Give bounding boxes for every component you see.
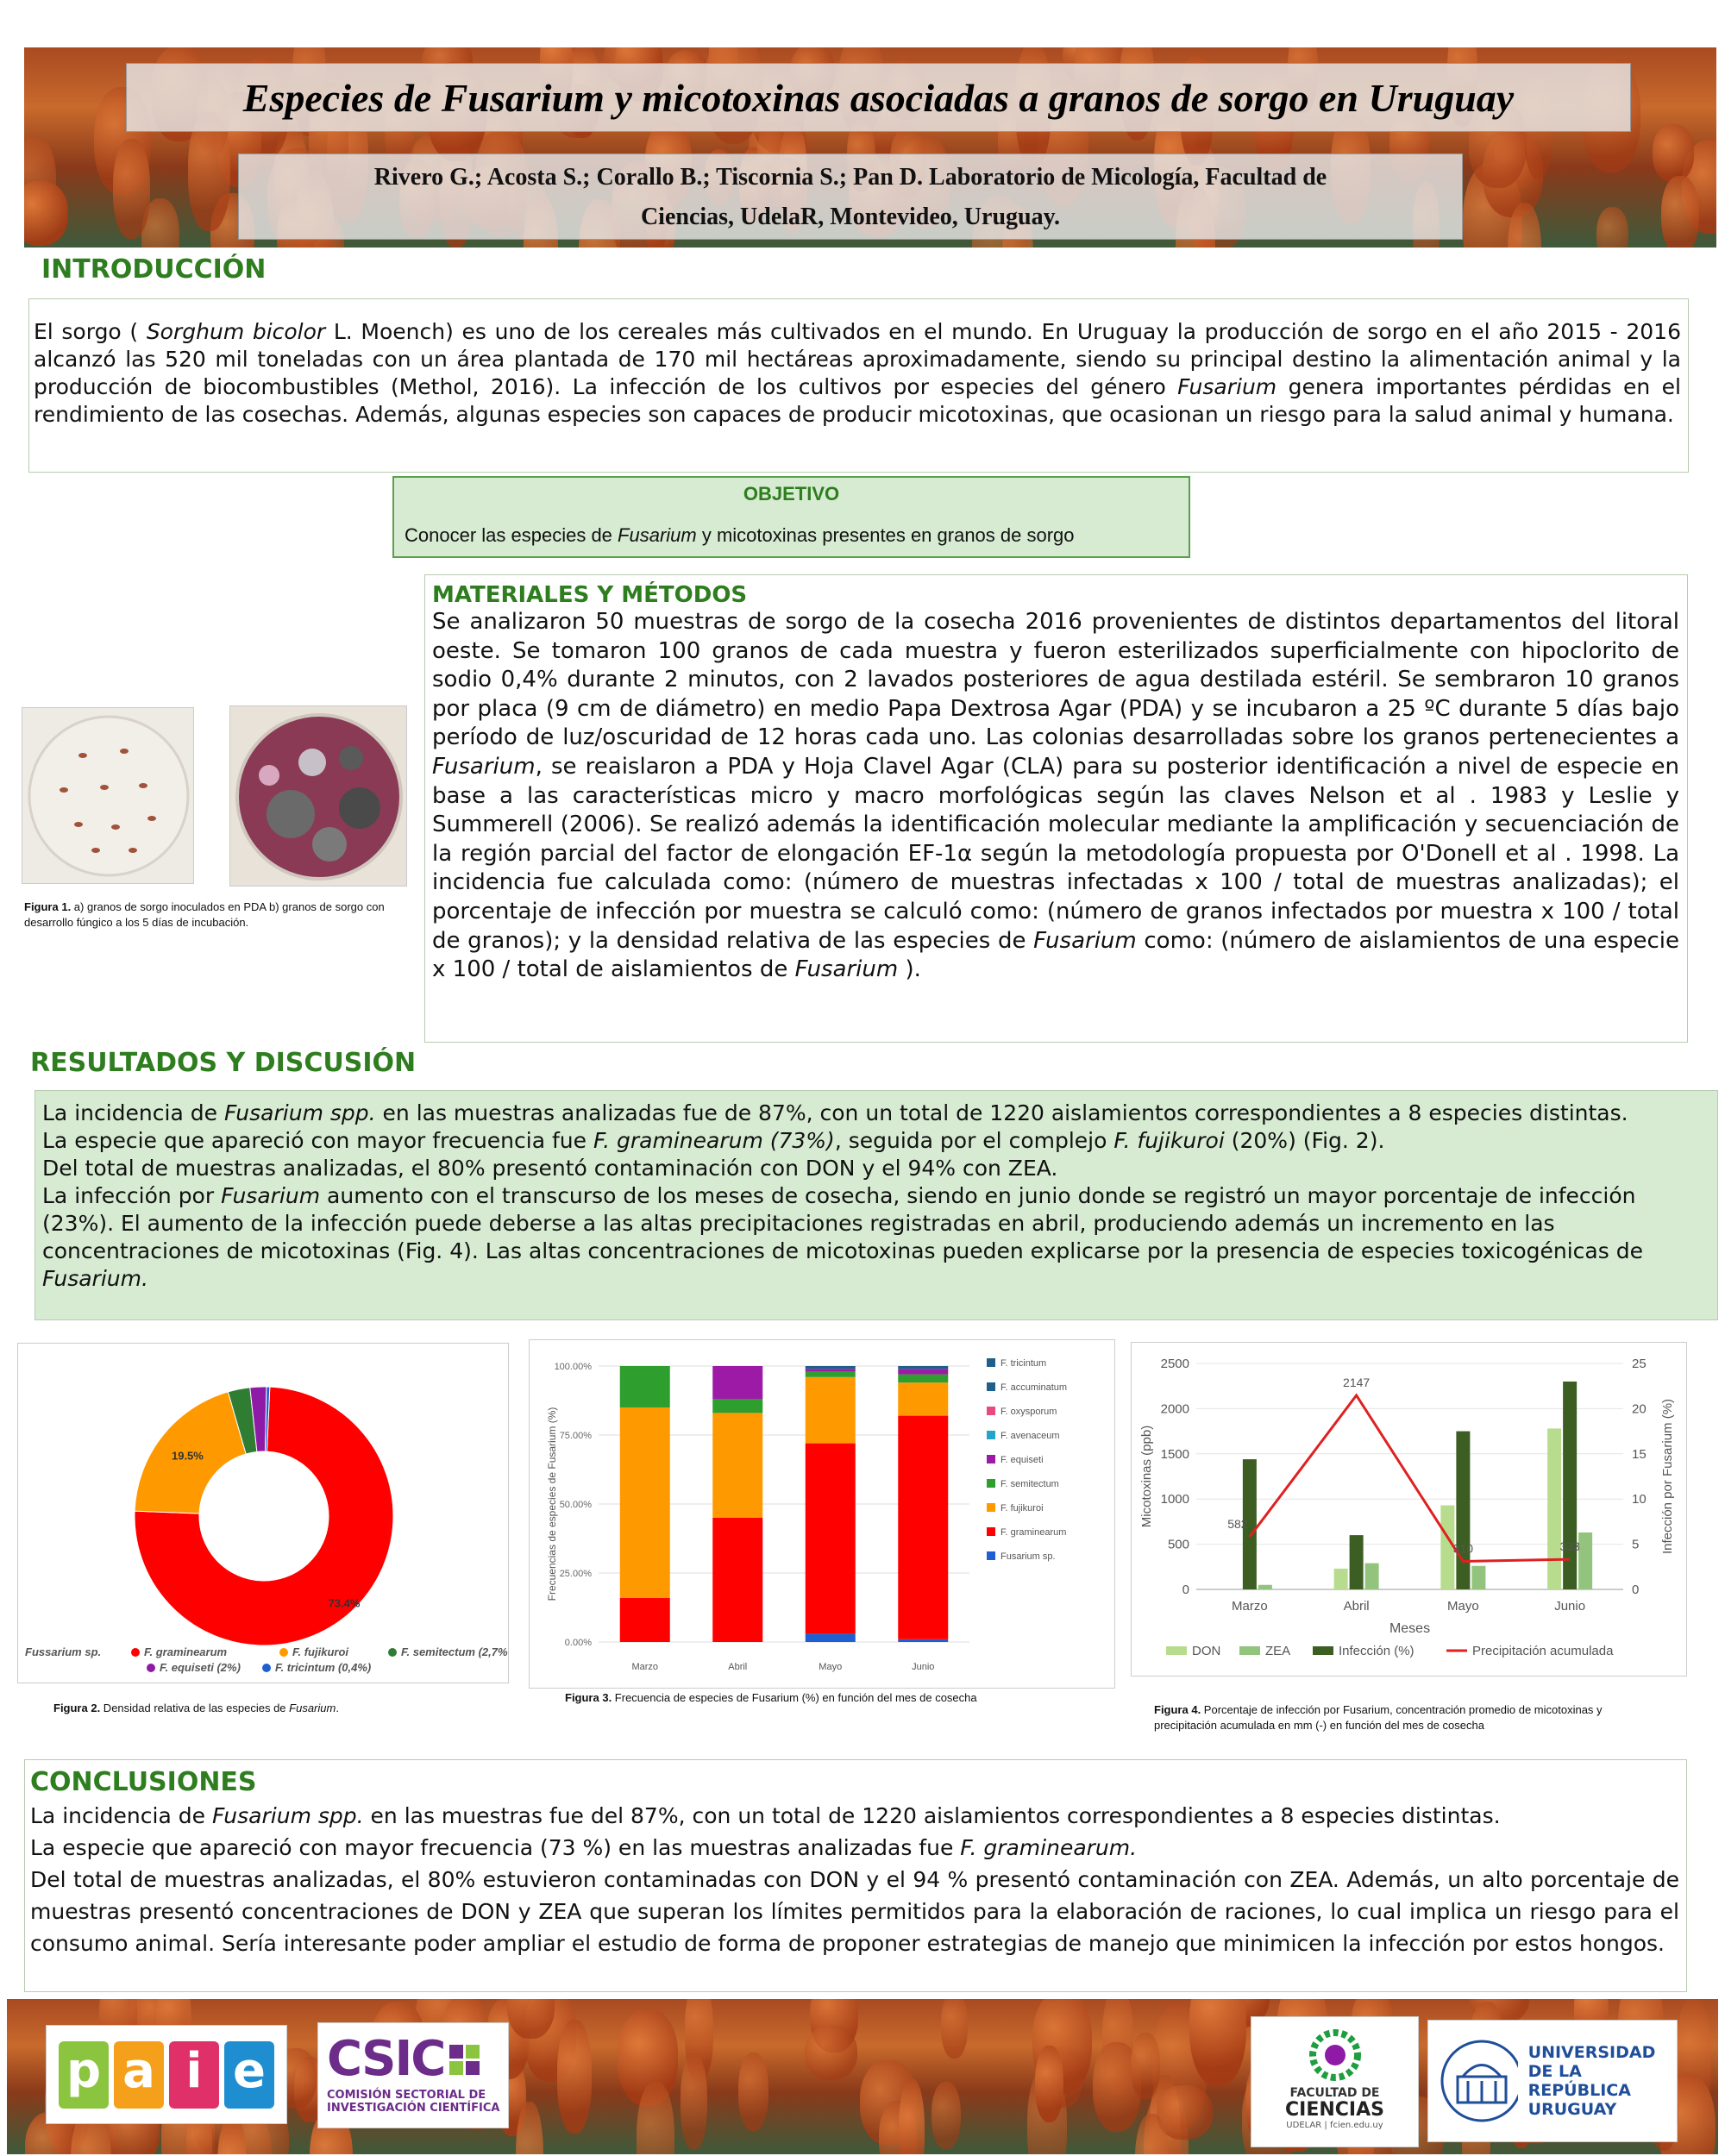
legend-label-0: F. tricintum [1000, 1358, 1047, 1369]
legend-dot-4 [147, 1664, 155, 1672]
results-line-2: La especie que apareció con mayor frecuencia fue F. graminearum (73%), seguida por el complejo F. fujikuroi (20%) (Fig. 2). [42, 1128, 1385, 1153]
legend-label-3: Precipitación acumulada [1472, 1644, 1614, 1658]
bar-Marzo-1 [620, 1598, 670, 1642]
conclusions-line-3: Del total de muestras analizadas, el 80% estuvieron contaminadas con DON y el 94 % presentó contaminación con ZEA. Además, un alto porcentaje de muestras presentó concentraciones de DON y ZEA que superan los límites permitidos para la elaboración de raciones, lo cual implica un riesgo para el consumo animal. Sería interesante poder ampliar el estudio de forma de proponer estrategias de manejo que minimicen la infección por estos hongos. [30, 1867, 1679, 1956]
bar-zea-0 [1258, 1585, 1272, 1589]
legend-label-5: F. semitectum [1000, 1479, 1059, 1489]
precipitation-line [1250, 1395, 1570, 1562]
data-label-0: 582 [1227, 1517, 1248, 1532]
udelar-logo [1427, 2020, 1678, 2142]
legend-swatch-3 [987, 1431, 995, 1439]
bar-Mayo-4 [806, 1369, 856, 1371]
paie-letter-a: a [114, 2041, 164, 2109]
bar-zea-2 [1471, 1566, 1485, 1589]
bar-Junio-4 [898, 1369, 948, 1374]
csic-subtitle-2: INVESTIGACIÓN CIENTÍFICA [327, 2102, 500, 2115]
legend-label-5: F. tricintum (0,4%) [275, 1661, 372, 1674]
authors-line-2: Ciencias, UdelaR, Montevideo, Uruguay. [640, 204, 1061, 230]
xtick-label-0: Marzo [1232, 1599, 1268, 1614]
legend-swatch-4 [987, 1455, 995, 1463]
methods-box [424, 574, 1688, 1043]
legend-swatch-7 [987, 1527, 995, 1536]
legend-swatch-1 [1239, 1646, 1260, 1655]
udelar-line-1: UNIVERSIDAD [1527, 2043, 1656, 2062]
results-line-3: Del total de muestras analizadas, el 80% presentó contaminación con DON y el 94% con ZEA. [42, 1156, 1058, 1181]
petri-dish-photo-b [229, 705, 407, 887]
data-label-1: 2147 [1343, 1375, 1371, 1389]
y-axis-label-left: Micotoxinas (ppb) [1139, 1425, 1154, 1528]
bar-Mayo-1 [806, 1444, 856, 1634]
bar-Abril-4 [712, 1366, 762, 1399]
ytick-right-4: 20 [1632, 1401, 1647, 1417]
legend-label-7: F. graminearum [1000, 1527, 1067, 1538]
authors-box [238, 154, 1463, 240]
legend-label-6: F. fujikuroi [1000, 1503, 1044, 1514]
bar-Mayo-7 [806, 1366, 856, 1369]
bar-don-1 [1334, 1569, 1348, 1589]
ytick-left-2: 1000 [1160, 1492, 1189, 1507]
fig4-combo-chart [1132, 1343, 1688, 1677]
xtick-label-1: Abril [1343, 1599, 1370, 1614]
bar-Mayo-0 [806, 1633, 856, 1642]
fig3-stacked-bar-chart [530, 1340, 1116, 1689]
bar-zea-1 [1365, 1564, 1379, 1589]
objective-text: Conocer las especies de Fusarium y micotoxinas presentes en granos de sorgo [405, 524, 1075, 546]
bar-Mayo-2 [806, 1377, 856, 1444]
fig2-chart-frame [17, 1343, 509, 1683]
ytick-right-5: 25 [1632, 1357, 1647, 1371]
csic-squares-icon [449, 2045, 480, 2075]
ytick-right-1: 5 [1632, 1537, 1640, 1552]
slice-label-1: 19.5% [171, 1449, 204, 1463]
ytick-left-1: 500 [1167, 1537, 1189, 1552]
bar-Abril-3 [712, 1399, 762, 1413]
bar-infeccion-2 [1456, 1432, 1470, 1589]
bar-Junio-2 [898, 1382, 948, 1415]
data-label-3: 333 [1559, 1539, 1580, 1554]
legend-label-2: F. oxysporum [1000, 1407, 1057, 1417]
legend-dot-3 [388, 1648, 397, 1657]
legend-label-4: F. equiseti [1000, 1455, 1044, 1465]
y-axis-label: Frecuencias de especies de Fusarium (%) [546, 1407, 558, 1601]
paie-letter-i: i [169, 2041, 219, 2109]
ytick-label-0: 0.00% [564, 1638, 592, 1648]
bar-Abril-1 [712, 1518, 762, 1642]
intro-heading: INTRODUCCIÓN [41, 254, 267, 285]
bar-zea-3 [1578, 1532, 1592, 1589]
conclusions-heading: CONCLUSIONES [30, 1767, 257, 1797]
ytick-label-3: 75.00% [559, 1431, 592, 1441]
legend-dot-5 [262, 1664, 271, 1672]
csic-subtitle-1: COMISIÓN SECTORIAL DE [327, 2089, 486, 2102]
xtick-label-2: Mayo [1447, 1599, 1479, 1614]
legend-label-3: F. avenaceum [1000, 1431, 1060, 1441]
bar-Junio-3 [898, 1375, 948, 1383]
legend-swatch-0 [1166, 1646, 1187, 1655]
conclusions-line-2: La especie que apareció con mayor frecuencia (73 %) en las muestras analizadas fue F. graminearum. [30, 1835, 1138, 1860]
ytick-left-5: 2500 [1160, 1357, 1189, 1371]
results-line-1: La incidencia de Fusarium spp. en las muestras analizadas fue de 87%, con un total de 1220 aislamientos correspondientes a 8 especies distintas. [42, 1100, 1628, 1125]
ytick-left-4: 2000 [1160, 1401, 1189, 1417]
fc-line-1: FACULTAD DE [1289, 2086, 1380, 2100]
fig4-caption: Figura 4. Porcentaje de infección por Fusarium, concentración promedio de micotoxinas y precipitación acumulada en mm (-) en función del mes de cosecha [1154, 1703, 1603, 1732]
xtick-label-2: Mayo [819, 1662, 843, 1672]
results-box [34, 1090, 1718, 1320]
objective-heading: OBJETIVO [743, 483, 840, 505]
intro-box [28, 298, 1689, 473]
poster-title: Especies de Fusarium y micotoxinas asociadas a granos de sorgo en Uruguay [242, 76, 1515, 120]
paie-letter-p: p [59, 2041, 109, 2109]
legend-swatch-6 [987, 1503, 995, 1512]
legend-label-8: Fusarium sp. [1000, 1551, 1056, 1562]
bar-Mayo-3 [806, 1371, 856, 1376]
csic-name: CSIC [327, 2031, 445, 2087]
udelar-building-icon [1439, 2038, 1518, 2124]
ytick-right-0: 0 [1632, 1583, 1640, 1597]
bar-Marzo-3 [620, 1366, 670, 1407]
conclusions-line-1: La incidencia de Fusarium spp. en las muestras fue del 87%, con un total de 1220 aislamientos correspondientes a 8 especies distintas. [30, 1803, 1501, 1828]
methods-heading: MATERIALES Y MÉTODOS [432, 582, 748, 608]
legend-dot-1 [131, 1648, 140, 1657]
results-text [42, 1100, 1710, 1293]
data-label-2: 310 [1452, 1541, 1474, 1556]
ytick-label-1: 25.00% [559, 1569, 592, 1579]
bar-Junio-1 [898, 1416, 948, 1639]
legend-label-1: ZEA [1265, 1644, 1291, 1658]
fig3-chart-frame [529, 1339, 1115, 1689]
fig3-caption: Figura 3. Frecuencia de especies de Fusarium (%) en función del mes de cosecha [565, 1691, 977, 1704]
ytick-right-3: 15 [1632, 1446, 1647, 1462]
legend-swatch-2 [987, 1407, 995, 1415]
ciencias-emblem-icon [1301, 2022, 1370, 2083]
xtick-label-0: Marzo [631, 1662, 659, 1672]
bar-Marzo-2 [620, 1407, 670, 1598]
legend-dot-2 [279, 1648, 288, 1657]
xtick-label-3: Junio [1554, 1599, 1586, 1614]
legend-swatch-0 [987, 1358, 995, 1367]
paie-logo [46, 2025, 287, 2124]
fc-line-2: CIENCIAS [1285, 2099, 1384, 2121]
xtick-label-3: Junio [912, 1662, 935, 1672]
ytick-label-2: 50.00% [559, 1500, 592, 1510]
ytick-label-4: 100.00% [554, 1362, 592, 1372]
conclusions-box [24, 1759, 1687, 1992]
ytick-left-3: 1500 [1160, 1446, 1189, 1462]
legend-label-2: F. fujikuroi [292, 1645, 348, 1658]
ytick-left-0: 0 [1182, 1583, 1189, 1597]
results-line-4: La infección por Fusarium aumento con el transcurso de los meses de cosecha, siendo en junio donde se registró un mayor porcentaje de infección (23%). El aumento de la infección puede deberse a las altas precipitaciones registradas en abril, produciendo además un incremento en las concentraciones de micotoxinas (Fig. 4). Las altas concentraciones de micotoxinas pueden explicarse por la presencia de especies toxicogénicas de Fusarium. [42, 1183, 1643, 1291]
paie-letter-e: e [224, 2041, 274, 2109]
udelar-line-2: DE LA REPÚBLICA [1527, 2062, 1631, 2100]
csic-logo [317, 2022, 509, 2128]
fig2-donut-chart [18, 1344, 510, 1684]
petri-dish-a-drawing [22, 708, 195, 885]
header-banner [24, 47, 1716, 248]
bar-Abril-2 [712, 1413, 762, 1518]
slice-label-0: 73.4% [328, 1596, 361, 1610]
legend-swatch-2 [1313, 1646, 1333, 1655]
legend-swatch-1 [987, 1382, 995, 1391]
petri-dish-photo-a [22, 707, 194, 884]
bar-don-3 [1547, 1428, 1561, 1589]
petri-dish-b-drawing [230, 706, 408, 887]
results-heading: RESULTADOS Y DISCUSIÓN [30, 1048, 417, 1078]
methods-text: Se analizaron 50 muestras de sorgo de la cosecha 2016 provenientes de distintos departamentos del litoral oeste. Se tomaron 100 granos de cada muestra y fueron esterilizados superficialmente con hipoclorito de sodio 0,4% durante 2 minutos, con 2 lavados posteriores de agua destilada estéril. Se sembraron 10 granos por placa (9 cm de diámetro) en medio Papa Dextrosa Agar (PDA) y se incubaron a 25 ºC durante 5 días bajo período de luz/oscuridad de 12 horas cada uno. Las colonias desarrolladas sobre los granos pertenecientes a Fusarium, se reaislaron a PDA y Hoja Clavel Agar (CLA) para su posterior identificación a nivel de especie en base a las características micro y macro morfológicas según las claves Nelson et al . 1983 y Leslie y Summerell (2006). Se realizó además la identificación molecular mediante la amplificación y secuenciación de la región parcial del factor de elongación EF-1α según la metodología propuesta por O'Donell et al . 1998. La incidencia fue calculada como: (número de muestras infectadas x 100 / total de muestras analizadas); el porcentaje de infección por muestra se calculó como: (número de granos infectados por muestra x 100 / total de granos); y la densidad relativa de las especies de Fusarium como: (número de aislamientos de una especie x 100 / total de aislamientos de Fusarium ). [432, 609, 1679, 983]
footer-banner [7, 1999, 1718, 2154]
legend-label-2: Infección (%) [1339, 1644, 1414, 1658]
x-axis-label: Meses [1389, 1621, 1431, 1636]
legend-label-0: Fussarium sp. [25, 1645, 102, 1658]
ytick-right-2: 10 [1632, 1492, 1647, 1507]
bar-Junio-7 [898, 1366, 948, 1369]
legend-label-3: F. semitectum (2,7% [401, 1645, 508, 1658]
title-box [126, 63, 1631, 132]
facultad-ciencias-logo [1251, 2016, 1419, 2147]
y-axis-label-right: Infección por Fusarium (%) [1660, 1398, 1675, 1555]
legend-swatch-5 [987, 1479, 995, 1488]
fig4-chart-frame [1131, 1342, 1687, 1677]
intro-text: El sorgo ( Sorghum bicolor L. Moench) es uno de los cereales más cultivados en el mundo. En Uruguay la producción de sorgo en el año 2015 - 2016 alcanzó las 520 mil toneladas con un área plantada de 170 mil hectáreas aproximadamente, siendo su principal destino la alimentación animal y la producción de biocombustibles (Methol, 2016). La infección de los cultivos por especies del género Fusarium genera importantes pérdidas en el rendimiento de las cosechas. Además, algunas especies son capaces de producir micotoxinas, que ocasionan un riesgo para la salud animal y humana. [34, 319, 1681, 427]
legend-label-1: F. graminearum [144, 1645, 228, 1658]
legend-label-1: F. accuminatum [1000, 1382, 1068, 1393]
objective-box [392, 476, 1190, 558]
fig2-caption: Figura 2. Densidad relativa de las especies de Fusarium. [53, 1702, 339, 1714]
fc-line-3: UDELAR | fcien.edu.uy [1286, 2121, 1383, 2130]
legend-label-0: DON [1192, 1644, 1221, 1658]
fig1-caption: Figura 1. a) granos de sorgo inoculados en PDA b) granos de sorgo con desarrollo fúngico a los 5 días de incubación. [24, 900, 385, 929]
authors-line-1: Rivero G.; Acosta S.; Corallo B.; Tiscornia S.; Pan D. Laboratorio de Micología, Facultad de [373, 164, 1327, 191]
legend-swatch-8 [987, 1551, 995, 1560]
udelar-line-3: URUGUAY [1527, 2100, 1617, 2119]
xtick-label-1: Abril [728, 1662, 748, 1672]
bar-infeccion-1 [1350, 1535, 1364, 1589]
bar-Junio-0 [898, 1639, 948, 1642]
legend-label-4: F. equiseti (2%) [160, 1661, 241, 1674]
